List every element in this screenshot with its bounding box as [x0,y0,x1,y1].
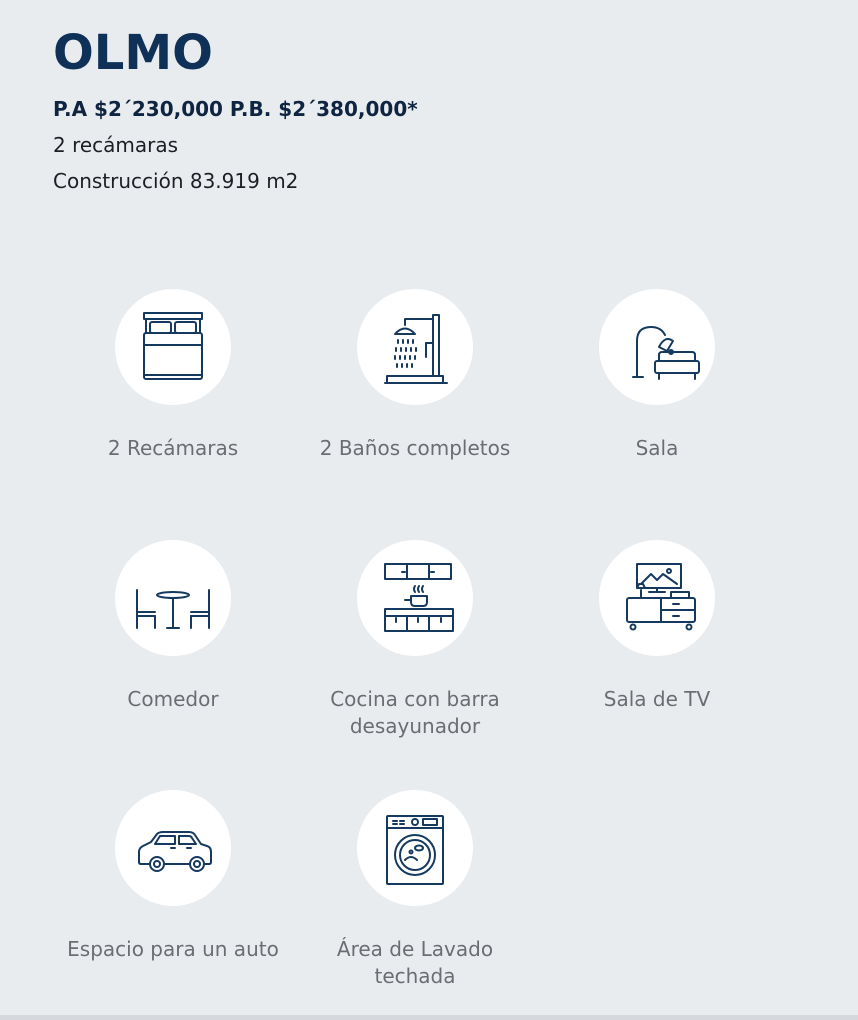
washing-machine-icon [371,804,459,892]
feature-label: Área de Lavado techada [336,937,494,988]
bed-icon [129,303,217,391]
feature-icon-circle [599,540,715,656]
feature-label: 2 Recámaras [107,436,239,460]
feature-bedrooms [53,289,293,462]
feature-dining [53,540,293,713]
feature-icon-circle [357,289,473,405]
feature-laundry [295,790,535,990]
bottom-divider [0,1015,858,1020]
tv-icon [613,554,701,642]
dining-table-icon [129,554,217,642]
feature-bathrooms [295,289,535,462]
feature-parking [53,790,293,963]
feature-label: Sala [635,436,679,460]
feature-label: Espacio para un auto [67,937,279,961]
shower-icon [371,303,459,391]
sofa-lamp-icon [613,303,701,391]
feature-icon-circle [599,289,715,405]
feature-label: Comedor [127,687,219,711]
feature-label: Sala de TV [603,687,711,711]
car-icon [129,804,217,892]
bedrooms-text: 2 recámaras [53,133,179,157]
feature-icon-circle [357,540,473,656]
feature-living-room [537,289,777,462]
feature-kitchen [295,540,535,740]
feature-icon-circle [115,790,231,906]
feature-label: 2 Baños completos [319,436,511,460]
price-text: P.A $2´230,000 P.B. $2´380,000* [53,97,418,121]
construction-text: Construcción 83.919 m2 [53,169,299,193]
feature-icon-circle [357,790,473,906]
header [53,22,418,194]
feature-icon-circle [115,540,231,656]
feature-tv-room [537,540,777,713]
feature-label: Cocina con barra desayunador [330,687,500,738]
feature-icon-circle [115,289,231,405]
page-title: OLMO [53,25,213,81]
kitchen-icon [371,554,459,642]
